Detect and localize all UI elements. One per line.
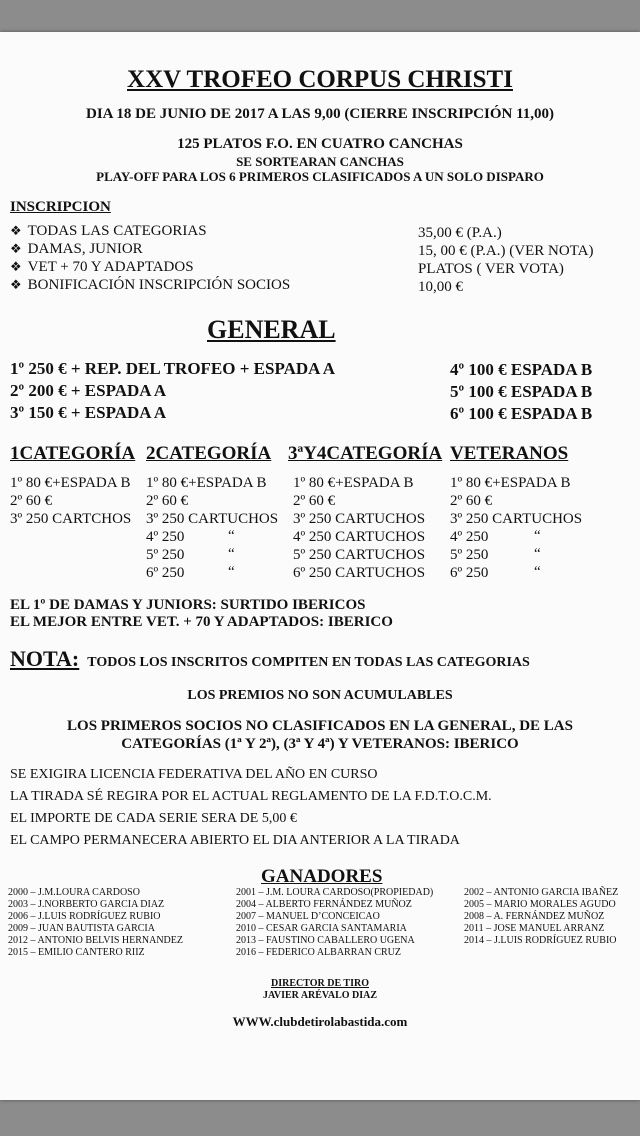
categoria-row: 2º 60 € — [10, 493, 53, 509]
categoria-row: 6º 250 CARTUCHOS — [293, 565, 426, 581]
ditto-mark: “ — [534, 564, 541, 580]
ganadores-heading: GANADORES — [261, 866, 383, 887]
veteranos-prize: EL MEJOR ENTRE VET. + 70 Y ADAPTADOS: IBERICO — [10, 614, 393, 630]
rule-line: EL CAMPO PERMANECERA ABIERTO EL DIA ANTERIOR A LA TIRADA — [10, 833, 460, 848]
categoria-row: 3º 250 CARTUCHOS — [293, 511, 426, 527]
inscripcion-row: ❖ DAMAS, JUNIOR — [10, 241, 143, 257]
rule-line: SE EXIGIRA LICENCIA FEDERATIVA DEL AÑO EN CURSO — [10, 767, 378, 782]
winner-entry: 2016 – FEDERICO ALBARRAN CRUZ — [236, 947, 402, 958]
categoria-heading: 2CATEGORÍA — [146, 443, 272, 464]
bullet-icon: ❖ — [10, 277, 22, 292]
winner-entry: 2014 – J.LUIS RODRÍGUEZ RUBIO — [464, 935, 617, 946]
playoff-line: PLAY-OFF PARA LOS 6 PRIMEROS CLASIFICADOS A UN SOLO DISPARO — [96, 169, 544, 184]
ditto-mark: “ — [228, 546, 235, 562]
rule-line: EL IMPORTE DE CADA SERIE SERA DE 5,00 € — [10, 811, 297, 826]
page-title: XXV TROFEO CORPUS CHRISTI — [127, 66, 513, 93]
general-prize: 5º 100 € ESPADA B — [450, 382, 593, 401]
socios-line: CATEGORÍAS (1ª Y 2ª), (3ª Y 4ª) Y VETERANOS: IBERICO — [121, 736, 519, 752]
winner-entry: 2011 – JOSE MANUEL ARRANZ — [464, 923, 605, 934]
canchas-line: SE SORTEARAN CANCHAS — [236, 154, 404, 169]
general-prize: 1º 250 € + REP. DEL TROFEO + ESPADA A — [10, 359, 336, 378]
winner-entry: 2001 – J.M. LOURA CARDOSO(PROPIEDAD) — [236, 887, 434, 898]
categoria-row: 4º 250 CARTUCHOS — [293, 529, 426, 545]
categoria-row: 2º 60 € — [450, 493, 493, 509]
nota-text: TODOS LOS INSCRITOS COMPITEN EN TODAS LAS CATEGORIAS — [87, 655, 530, 670]
general-prize: 2º 200 € + ESPADA A — [10, 381, 167, 400]
winner-entry: 2013 – FAUSTINO CABALLERO UGENA — [236, 935, 415, 946]
categoria-heading: VETERANOS — [450, 443, 569, 464]
rule-line: LA TIRADA SÉ REGIRA POR EL ACTUAL REGLAMENTO DE LA F.D.T.O.C.M. — [10, 789, 492, 804]
document-page — [0, 32, 640, 1100]
categoria-row: 2º 60 € — [146, 493, 189, 509]
website-link[interactable]: WWW.clubdetirolabastida.com — [232, 1014, 408, 1029]
winner-entry: 2000 – J.M.LOURA CARDOSO — [8, 887, 140, 898]
no-acumulables: LOS PREMIOS NO SON ACUMULABLES — [187, 688, 453, 703]
bullet-icon: ❖ — [10, 223, 22, 238]
winner-entry: 2012 – ANTONIO BELVIS HERNANDEZ — [8, 935, 183, 946]
general-prize: 6º 100 € ESPADA B — [450, 404, 593, 423]
winner-entry: 2004 – ALBERTO FERNÁNDEZ MUÑOZ — [236, 899, 412, 910]
categoria-row: 4º 250 — [146, 529, 185, 545]
categoria-row: 5º 250 — [146, 547, 185, 563]
inscripcion-row: ❖ VET + 70 Y ADAPTADOS — [10, 259, 194, 275]
categoria-row: 5º 250 CARTUCHOS — [293, 547, 426, 563]
winner-entry: 2005 – MARIO MORALES AGUDO — [464, 899, 616, 910]
categoria-row: 4º 250 — [450, 529, 489, 545]
inscripcion-row: ❖ BONIFICACIÓN INSCRIPCIÓN SOCIOS — [10, 277, 291, 293]
nota-label: NOTA: — [10, 646, 80, 671]
ditto-mark: “ — [228, 564, 235, 580]
damas-juniors-prize: EL 1º DE DAMAS Y JUNIORS: SURTIDO IBERICOS — [10, 597, 366, 613]
categoria-row: 2º 60 € — [293, 493, 336, 509]
categoria-row: 3º 250 CARTCHOS — [10, 511, 132, 527]
ditto-mark: “ — [534, 528, 541, 544]
winner-entry: 2003 – J.NORBERTO GARCIA DIAZ — [8, 899, 165, 910]
winner-entry: 2007 – MANUEL D’CONCEICAO — [236, 911, 380, 922]
general-prize: 3º 150 € + ESPADA A — [10, 403, 167, 422]
inscripcion-heading: INSCRIPCION — [10, 199, 111, 215]
date-line: DIA 18 DE JUNIO DE 2017 A LAS 9,00 (CIERRE INSCRIPCIÓN 11,00) — [86, 106, 554, 122]
winner-entry: 2008 – A. FERNÁNDEZ MUÑOZ — [464, 911, 605, 922]
inscripcion-price: 15, 00 € (P.A.) (VER NOTA) — [418, 243, 594, 259]
inscripcion-row: ❖ TODAS LAS CATEGORIAS — [10, 223, 207, 239]
categoria-row: 5º 250 — [450, 547, 489, 563]
categoria-row: 3º 250 CARTUCHOS — [146, 511, 279, 527]
inscripcion-price: 10,00 € — [418, 279, 463, 295]
categoria-row: 6º 250 — [146, 565, 185, 581]
winner-entry: 2010 – CESAR GARCIA SANTAMARIA — [236, 923, 407, 934]
director-name: JAVIER ARÉVALO DIAZ — [262, 990, 378, 1001]
ditto-mark: “ — [534, 546, 541, 562]
categoria-row: 1º 80 €+ESPADA B — [10, 475, 131, 491]
winner-entry: 2009 – JUAN BAUTISTA GARCIA — [8, 923, 155, 934]
categoria-row: 6º 250 — [450, 565, 489, 581]
inscripcion-price: PLATOS ( VER VOTA) — [418, 261, 564, 277]
winner-entry: 2002 – ANTONIO GARCIA IBAÑEZ — [464, 887, 619, 898]
categoria-heading: 1CATEGORÍA — [10, 443, 136, 464]
general-prize: 4º 100 € ESPADA B — [450, 360, 593, 379]
nota-line — [10, 646, 530, 672]
categoria-row: 3º 250 CARTUCHOS — [450, 511, 583, 527]
categoria-row: 1º 80 €+ESPADA B — [146, 475, 267, 491]
categoria-heading: 3ªY4CATEGORÍA — [288, 443, 443, 464]
director-label: DIRECTOR DE TIRO — [271, 978, 369, 989]
categoria-row: 1º 80 €+ESPADA B — [450, 475, 571, 491]
bullet-icon: ❖ — [10, 259, 22, 274]
ditto-mark: “ — [228, 528, 235, 544]
inscripcion-price: 35,00 € (P.A.) — [418, 225, 502, 241]
bullet-icon: ❖ — [10, 241, 22, 256]
categoria-row: 1º 80 €+ESPADA B — [293, 475, 414, 491]
winner-entry: 2015 – EMILIO CANTERO RIIZ — [8, 947, 145, 958]
socios-line: LOS PRIMEROS SOCIOS NO CLASIFICADOS EN LA GENERAL, DE LAS — [67, 718, 573, 734]
platos-line: 125 PLATOS F.O. EN CUATRO CANCHAS — [177, 136, 463, 152]
winner-entry: 2006 – J.LUIS RODRÍGUEZ RUBIO — [8, 911, 161, 922]
general-heading: GENERAL — [207, 315, 336, 344]
